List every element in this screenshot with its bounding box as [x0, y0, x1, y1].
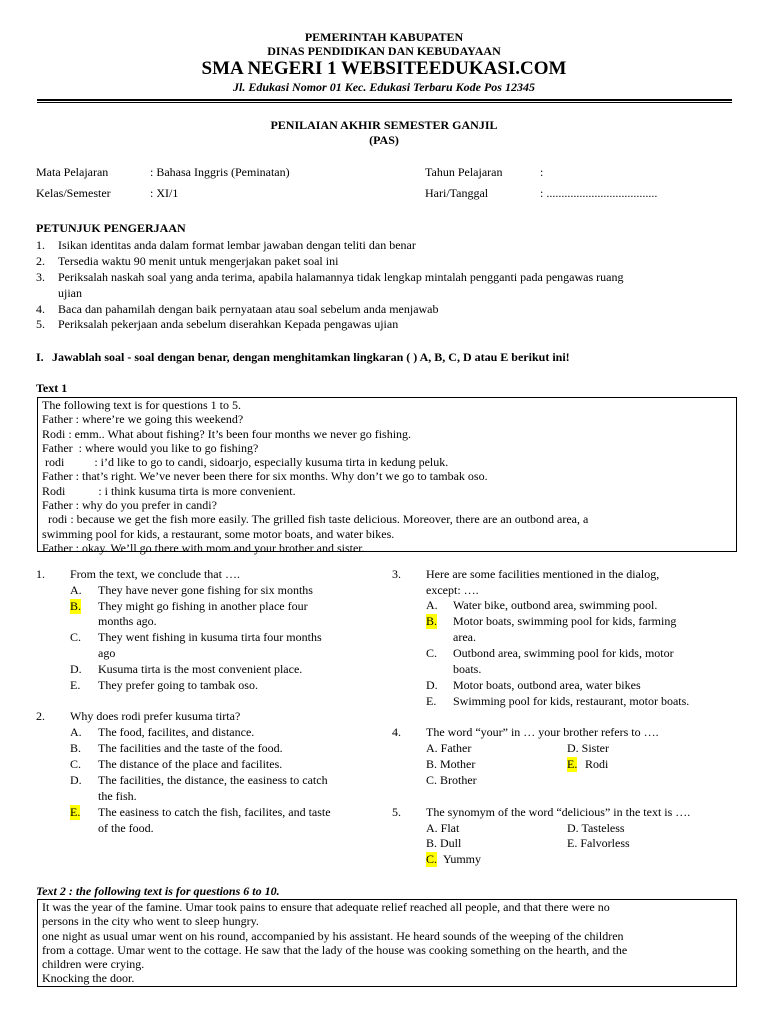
text2-line: persons in the city who went to sleep hungry. [42, 914, 259, 929]
petunjuk-num-5: 5. [36, 317, 45, 331]
q4-option-e: Rodi [585, 757, 609, 771]
q3-option-d: Motor boats, outbond area, water bikes [453, 678, 641, 692]
text2-line: one night as usual umar went on his round, accompanied by his assistant. He heard sounds of the weeping of the children [42, 928, 624, 943]
text1-line: Rodi : emm.. What about fishing? It’s been four months we never go fishing. [42, 426, 412, 441]
kelas-label: Kelas/Semester [36, 186, 111, 200]
q2-letter-d: D. [70, 773, 82, 787]
q2-option-a: The food, facilites, and distance. [98, 725, 255, 739]
q3-number: 3. [392, 567, 401, 581]
text1-line: The following text is for questions 1 to 5. [42, 398, 241, 412]
q1-stem: From the text, we conclude that …. [70, 567, 240, 581]
q1-option-b-cont: months ago. [98, 614, 157, 628]
text1-line: Rodi : i think kusuma tirta is more convenient. [42, 483, 296, 498]
q3-option-e: Swimming pool for kids, restaurant, motor boats. [453, 694, 690, 708]
q2-option-e: The easiness to catch the fish, facilites, and taste [98, 805, 331, 819]
q1-letter-a: A. [70, 583, 82, 597]
petunjuk-num-3: 3. [36, 270, 45, 284]
q3-option-c: Outbond area, swimming pool for kids, motor [453, 646, 674, 660]
mapel-label: Mata Pelajaran [36, 165, 109, 179]
petunjuk-item-1: Isikan identitas anda dalam format lembar jawaban dengan teliti dan benar [58, 238, 416, 252]
text2-line: from a cottage. Umar went to the cottage. He saw that the lady of the house was cooking something on the hearth, and the [42, 942, 628, 957]
q1-letter-b: B. [70, 599, 82, 613]
text1-title: Text 1 [36, 381, 68, 395]
petunjuk-num-1: 1. [36, 238, 45, 252]
header-line2: DINAS PENDIDIKAN DAN KEBUDAYAAN [267, 44, 501, 58]
school-name: SMA NEGERI 1 WEBSITEEDUKASI.COM [201, 58, 567, 79]
q4-number: 4. [392, 725, 401, 739]
q2-number: 2. [36, 709, 45, 723]
q1-option-e: They prefer going to tambak oso. [98, 678, 258, 692]
q5-stem: The synomym of the word “delicious” in the text is …. [426, 805, 691, 819]
q2-option-e-cont: of the food. [98, 821, 154, 835]
q2-stem: Why does rodi prefer kusuma tirta? [70, 709, 241, 723]
section-number: I. [36, 350, 44, 364]
q5-option-b: B. Dull [426, 836, 462, 850]
text2-title: Text 2 : the following text is for questions 6 to 10. [36, 884, 280, 898]
text1-line: rodi : because we get the fish more easily. The grilled fish taste delicious. Moreover, there are an outbond area, a [42, 512, 589, 527]
q1-option-c-cont: ago [98, 646, 116, 660]
hari-label: Hari/Tanggal [425, 186, 489, 200]
q1-option-d: Kusuma tirta is the most convenient place. [98, 662, 303, 676]
q2-option-d-cont: the fish. [98, 789, 137, 803]
q5-option-c: Yummy [443, 852, 482, 866]
q5-letter-c: C. [426, 852, 438, 866]
petunjuk-item-3-cont: ujian [58, 286, 82, 300]
q2-letter-b: B. [70, 741, 82, 755]
q2-letter-c: C. [70, 757, 82, 771]
text1-line: rodi : i’d like to go to candi, sidoarjo, especially kusuma tirta in kedung peluk. [42, 455, 449, 470]
q1-option-b: They might go fishing in another place four [98, 599, 308, 613]
text1-box [37, 397, 737, 555]
q2-letter-e: E. [70, 805, 81, 819]
petunjuk-item-5: Periksalah pekerjaan anda sebelum diserahkan Kepada pengawas ujian [58, 317, 399, 331]
q1-number: 1. [36, 567, 45, 581]
text1-line: Father : why do you prefer in candi? [42, 498, 217, 513]
tahun-value: : [540, 165, 544, 179]
text1-line: Father : where would you like to go fishing? [42, 440, 259, 455]
petunjuk-title: PETUNJUK PENGERJAAN [36, 221, 186, 235]
q3-stem: Here are some facilities mentioned in the dialog, [426, 567, 660, 581]
q3-letter-d: D. [426, 678, 438, 692]
kelas-value: : XI/1 [150, 186, 179, 200]
petunjuk-num-4: 4. [36, 302, 45, 316]
petunjuk-num-2: 2. [36, 254, 45, 268]
q1-option-c: They went fishing in kusuma tirta four months [98, 630, 322, 644]
hari-value: : ..................................... [540, 186, 658, 200]
header-rule-thick [37, 99, 732, 101]
text2-line: It was the year of the famine. Umar took pains to ensure that adequate relief reached all people, and that there were no [42, 900, 610, 914]
q1-letter-d: D. [70, 662, 82, 676]
text2-line: children were crying. [42, 957, 145, 972]
q4-option-a: A. Father [426, 741, 472, 755]
tahun-label: Tahun Pelajaran [425, 165, 503, 179]
text1-line: Father : that’s right. We’ve never been there for six months. Why don’t we go to tambak oso. [42, 469, 488, 484]
text2-box [37, 899, 737, 987]
q3-letter-e: E. [426, 694, 437, 708]
q5-option-d: D. Tasteless [567, 821, 625, 835]
q1-letter-e: E. [70, 678, 81, 692]
q2-option-b: The facilities and the taste of the food. [98, 741, 283, 755]
petunjuk-item-2: Tersedia waktu 90 menit untuk mengerjakan paket soal ini [58, 254, 339, 268]
q4-letter-e: E. [567, 757, 578, 771]
text1-line: Father : okay. We’ll go there with mom and your brother and sister. [42, 540, 365, 555]
header-rule-thin [37, 102, 732, 103]
q3-stem-cont: except: …. [426, 583, 479, 597]
q3-option-a: Water bike, outbond area, swimming pool. [453, 598, 658, 612]
text1-line: swimming pool for kids, a restaurant, some motor boats, and water bikes. [42, 526, 395, 541]
q3-letter-c: C. [426, 646, 438, 660]
q1-letter-c: C. [70, 630, 82, 644]
text2-line: Knocking the door. [42, 971, 135, 986]
text1-line: Father : where’re we going this weekend? [42, 412, 244, 427]
q1-option-a: They have never gone fishing for six months [98, 583, 313, 597]
petunjuk-item-4: Baca dan pahamilah dengan baik pernyataan atau soal sebelum anda menjawab [58, 302, 439, 316]
q2-letter-a: A. [70, 725, 82, 739]
mapel-value: : Bahasa Inggris (Peminatan) [150, 165, 290, 179]
q3-option-c-cont: boats. [453, 662, 482, 676]
q2-option-d: The facilities, the distance, the easiness to catch [98, 773, 328, 787]
q5-option-a: A. Flat [426, 821, 460, 835]
header-line1: PEMERINTAH KABUPATEN [304, 30, 464, 44]
q4-option-c: C. Brother [426, 773, 477, 787]
exam-title: PENILAIAN AKHIR SEMESTER GANJIL [270, 118, 498, 132]
q5-number: 5. [392, 805, 401, 819]
q3-option-b: Motor boats, swimming pool for kids, farming [453, 614, 677, 628]
school-address: Jl. Edukasi Nomor 01 Kec. Edukasi Terbaru Kode Pos 12345 [233, 80, 535, 94]
q4-option-b: B. Mother [426, 757, 476, 771]
q3-letter-b: B. [426, 614, 438, 628]
q4-option-d: D. Sister [567, 741, 609, 755]
q4-stem: The word “your” in … your brother refers to …. [426, 725, 659, 739]
q3-option-b-cont: area. [453, 630, 476, 644]
q5-option-e: E. Falvorless [567, 836, 630, 850]
petunjuk-item-3: Periksalah naskah soal yang anda terima, apabila halamannya tidak lengkap mintalah pengganti pada pengawas ruang [58, 270, 624, 284]
exam-title-sub: (PAS) [369, 133, 399, 147]
q2-option-c: The distance of the place and facilites. [98, 757, 283, 771]
q3-letter-a: A. [426, 598, 438, 612]
section-instruction: Jawablah soal - soal dengan benar, dengan menghitamkan lingkaran ( ) A, B, C, D atau E berikut ini! [52, 350, 570, 364]
